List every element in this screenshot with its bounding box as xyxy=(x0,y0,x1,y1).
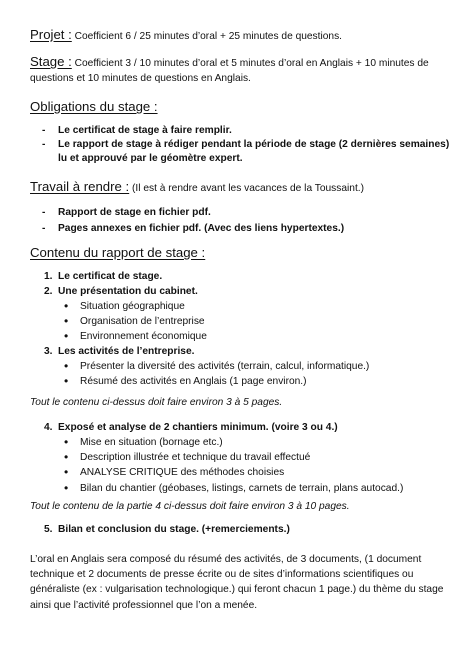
stage-text: Coefficient 3 / 10 minutes d’oral et 5 minutes d’oral en Anglais + 10 minutes de questions et 10 minutes de questions en Anglais. xyxy=(30,58,429,84)
s2-bullets xyxy=(58,299,450,345)
note-part4-length: Tout le contenu de la partie 4 ci-dessus doit faire environ 3 à 10 pages. xyxy=(30,501,350,512)
contenu-part4 xyxy=(30,420,450,496)
list-item: • Description illustrée et technique du travail effectué xyxy=(58,450,450,465)
stage-label: Stage : xyxy=(30,54,72,69)
list-item: - Rapport de stage en fichier pdf. xyxy=(30,205,450,221)
oral-paragraph: L’oral en Anglais sera composé du résumé des activités, de 3 documents, (1 document technique et 2 documents de presse écrite ou de sites d’informations scientifiques ou généraliste (ex : vulgarisation technologique.) qui feront chacun 1 page.) du thème du stage ainsi que l’activité professionnel que l’on a menée. xyxy=(30,554,444,611)
travail-heading: Travail à rendre : xyxy=(30,179,130,194)
contenu-list-part1 xyxy=(30,269,450,390)
stage-paragraph xyxy=(30,55,450,86)
travail-section xyxy=(30,180,450,237)
list-item: 3. Les activités de l’entreprise. • Présenter la diversité des activités (terrain, calcul, informatique.) • Résumé des activités en Anglais (1 page environ.) xyxy=(30,344,450,389)
list-item: • Environnement économique xyxy=(58,329,450,344)
list-item: 5. Bilan et conclusion du stage. (+remerciements.) xyxy=(44,524,290,535)
contenu-list-part5 xyxy=(30,522,450,537)
list-item: 1. Le certificat de stage. xyxy=(44,270,163,282)
list-item: - Pages annexes en fichier pdf. (Avec des liens hypertextes.) xyxy=(30,221,450,237)
list-item: - Le rapport de stage à rédiger pendant la période de stage (2 dernières semaines) lu et approuvé par le géomètre expert. xyxy=(30,138,450,166)
list-item: • Résumé des activités en Anglais (1 page environ.) xyxy=(58,374,450,389)
list-item: • Mise en situation (bornage etc.) xyxy=(58,435,450,450)
list-item: • Organisation de l’entreprise xyxy=(58,314,450,329)
projet-line xyxy=(30,28,450,45)
travail-heading-line xyxy=(30,180,450,197)
obligations-section xyxy=(30,100,450,166)
list-item: • Situation géographique xyxy=(58,299,450,314)
obligations-list xyxy=(30,124,450,166)
obligations-heading: Obligations du stage : xyxy=(30,99,158,114)
list-item: 4. Exposé et analyse de 2 chantiers minimum. (voire 3 ou 4.) • Mise en situation (bornage etc.) • Description illustrée et technique du travail effectué • ANALYSE CRITIQUE des méthodes choisies • Bilan du chantier (géobases, listings, carnets de terrain, plans autocad.) xyxy=(30,420,450,496)
travail-list xyxy=(30,205,450,237)
s3-bullets xyxy=(58,359,450,389)
list-item: 2. Une présentation du cabinet. • Situation géographique • Organisation de l’entreprise • Environnement économique xyxy=(30,284,450,345)
list-item: • Bilan du chantier (géobases, listings, carnets de terrain, plans autocad.) xyxy=(58,481,450,496)
contenu-list-part4 xyxy=(30,420,450,496)
contenu-heading: Contenu du rapport de stage : xyxy=(30,245,206,260)
contenu-section xyxy=(30,246,450,390)
contenu-part5 xyxy=(30,522,450,537)
projet-label: Projet : xyxy=(30,27,72,42)
note-content-length: Tout le contenu ci-dessus doit faire environ 3 à 5 pages. xyxy=(30,397,283,408)
list-item: • Présenter la diversité des activités (terrain, calcul, informatique.) xyxy=(58,359,450,374)
s4-bullets xyxy=(58,435,450,496)
list-item: - Le certificat de stage à faire remplir. xyxy=(30,124,450,138)
list-item: • ANALYSE CRITIQUE des méthodes choisies xyxy=(58,465,450,480)
travail-note: (Il est à rendre avant les vacances de la Toussaint.) xyxy=(129,183,365,194)
projet-text: Coefficient 6 / 25 minutes d’oral + 25 minutes de questions. xyxy=(71,31,343,42)
